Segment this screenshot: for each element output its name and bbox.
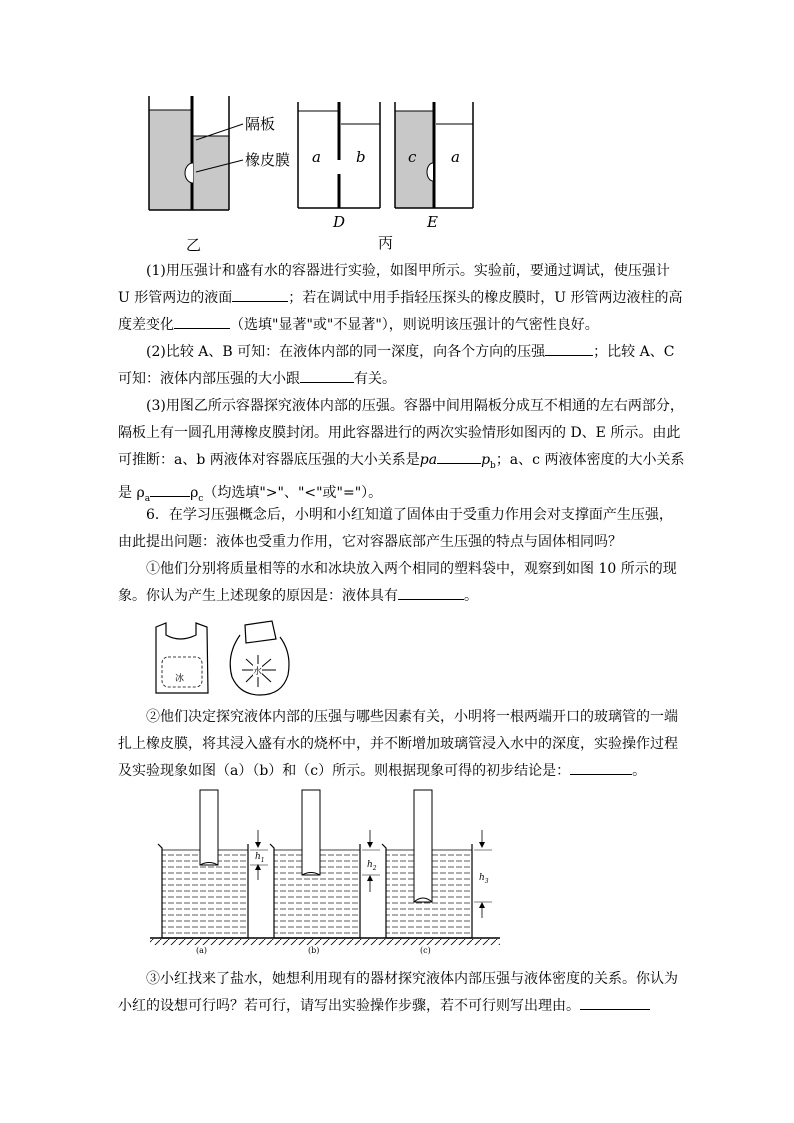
d-right-label: b xyxy=(356,148,366,166)
q3-line3a: 可推断：a、b 两液体对容器底压强的大小关系是 xyxy=(118,452,420,468)
symbol-pb-sub: b xyxy=(490,460,496,471)
bag-water-label: 水 xyxy=(253,664,262,677)
q3-line3 xyxy=(118,447,685,480)
beaker-a-caption: (a) xyxy=(196,946,208,955)
answer-blank[interactable] xyxy=(437,449,481,464)
q6-s3-line2 xyxy=(118,993,678,1020)
q6-s3-line1: ③小红找来了盐水，她想利用现有的器材探究液体内部压强与液体密度的关系。你认为 xyxy=(146,971,678,987)
h3-sub: 3 xyxy=(484,877,489,885)
q2-line1b: ；比较 A、C xyxy=(593,344,675,360)
q3-line4a: 是 ρ xyxy=(118,484,145,501)
q2-line2 xyxy=(118,366,678,393)
d-caption: D xyxy=(333,213,346,231)
answer-blank[interactable] xyxy=(232,287,288,302)
rho-c: ρ xyxy=(190,484,199,501)
beaker-c-caption: (c) xyxy=(420,946,431,955)
q2-line1 xyxy=(118,339,678,366)
label-membrane: 橡皮膜 xyxy=(245,151,291,169)
answer-blank[interactable] xyxy=(545,341,593,356)
q6-line1: 6．在学习压强概念后，小明和小红知道了固体由于受重力作用会对支撑面产生压强， xyxy=(146,507,673,523)
q3-line4b: （均选填">"、"<"或"="）。 xyxy=(203,484,383,501)
h2-text: h xyxy=(367,860,373,870)
q6-s2-line3-text: 及实验现象如图（a）（b）和（c）所示。则根据现象可得的初步结论是： xyxy=(118,763,571,779)
beaker-b xyxy=(270,790,380,938)
q6-s2-line2: 扎上橡皮膜，将其浸入盛有水的烧杯中，并不断增加玻璃管浸入水中的深度，实验操作过程 xyxy=(118,736,678,752)
q1-line2a: U 形管两边的液面 xyxy=(118,290,233,306)
h3-text: h xyxy=(479,873,485,883)
q3-line1: (3)用图乙所示容器探究液体内部的压强。容器中间用隔板分成互不相通的左右两部分， xyxy=(146,398,684,414)
q6-s1-line2: 象。你认为产生上述现象的原因是：液体具有 。 xyxy=(118,583,678,610)
caption-yi: 乙 xyxy=(186,236,202,254)
h3-label xyxy=(479,873,489,885)
container-e xyxy=(395,102,473,208)
figure-bags xyxy=(0,615,794,700)
h2-label xyxy=(367,860,377,872)
answer-blank[interactable] xyxy=(398,585,464,600)
answer-blank[interactable] xyxy=(174,314,230,329)
container-yi xyxy=(149,96,243,210)
h1-label xyxy=(255,852,265,864)
container-d xyxy=(298,102,380,208)
h2-sub: 2 xyxy=(372,864,377,872)
q1-line1: (1)用压强计和盛有水的容器进行实验，如图甲所示。实验前，要通过调试，使压强计 xyxy=(146,263,670,279)
beaker-b-caption: (b) xyxy=(308,946,320,955)
answer-blank[interactable] xyxy=(580,995,650,1010)
q3-line2: 隔板上有一圆孔用薄橡皮膜封闭。用此容器进行的两次实验情形如图丙的 D、E 所示。由此 xyxy=(118,425,681,441)
beaker-a xyxy=(158,790,268,938)
q1-line2b: ；若在调试中用手指轻压探头的橡皮膜时，U 形管两边液柱的高 xyxy=(288,290,683,306)
e-right-label: a xyxy=(451,148,460,166)
h1-text: h xyxy=(255,852,261,862)
q2-line1a: (2)比较 A、B 可知：在液体内部的同一深度，向各个方向的压强 xyxy=(146,344,546,360)
answer-blank[interactable] xyxy=(300,368,354,383)
beaker-c xyxy=(382,790,492,938)
label-partition: 隔板 xyxy=(245,115,276,133)
bag-ice-label: 冰 xyxy=(175,674,185,684)
q6-s2-line1: ②他们决定探究液体内部的压强与哪些因素有关，小明将一根两端开口的玻璃管的一端 xyxy=(146,709,678,725)
q6-line2: 由此提出问题：液体也受重力作用，它对容器底部产生压强的特点与固体相同吗？ xyxy=(118,534,622,550)
q1-line3a: 度差变化 xyxy=(118,317,174,333)
figure-beakers xyxy=(0,780,794,960)
q3-line3b: ；a、c 两液体密度的大小关系 xyxy=(495,452,685,468)
e-caption: E xyxy=(427,213,438,231)
h1-sub: 1 xyxy=(260,856,265,864)
rho-c-sub: c xyxy=(198,493,204,504)
q2-line2a: 可知：液体内部压强的大小跟 xyxy=(118,371,300,387)
q6-s2-line3: 及实验现象如图（a）（b）和（c）所示。则根据现象可得的初步结论是： 。 xyxy=(118,758,678,785)
q6-s3-line2-text: 小红的设想可行吗？若可行，请写出实验操作步骤，若不可行则写出理由。 xyxy=(118,998,580,1014)
bag-water xyxy=(230,621,289,695)
question-6-part2 xyxy=(118,704,678,785)
question-1 xyxy=(118,258,683,339)
q1-line3 xyxy=(118,312,678,339)
e-left-label: c xyxy=(408,148,417,166)
symbol-pa: pa xyxy=(419,452,438,468)
q1-line3b: （选填"显著"或"不显著"），则说明该压强计的气密性良好。 xyxy=(230,317,599,333)
answer-blank[interactable] xyxy=(150,482,190,497)
d-left-label: a xyxy=(312,148,321,166)
rho-a-sub: a xyxy=(144,493,151,504)
caption-bing: 丙 xyxy=(378,234,394,252)
question-6-part3 xyxy=(118,966,678,1020)
question-6 xyxy=(118,502,678,610)
figure-yi-bing xyxy=(0,0,794,260)
q2-line2b: 有关。 xyxy=(354,371,396,387)
q6-s1-line2-text: 象。你认为产生上述现象的原因是：液体具有 xyxy=(118,588,398,604)
symbol-pb: p xyxy=(481,452,491,468)
question-2 xyxy=(118,339,678,393)
question-3 xyxy=(118,393,685,513)
q6-s1-line1: ①他们分别将质量相等的水和冰块放入两个相同的塑料袋中，观察到如图 10 所示的现 xyxy=(146,561,677,577)
q1-line2 xyxy=(118,285,683,312)
answer-blank[interactable] xyxy=(570,760,632,775)
